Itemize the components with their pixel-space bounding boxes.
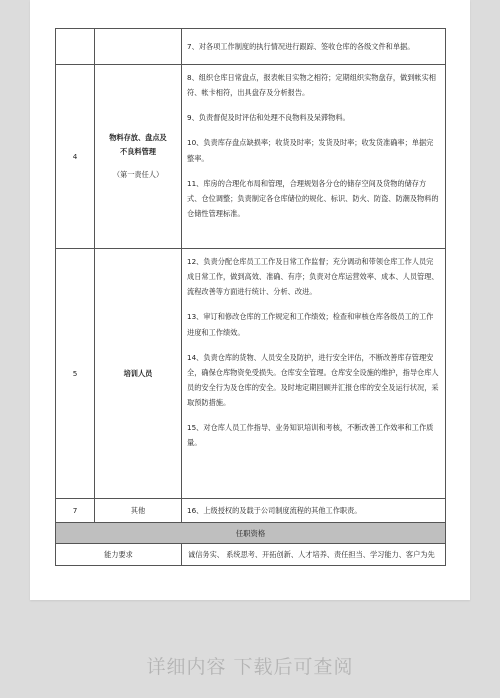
row-category [95,65,182,249]
duty-item: 13、审订和修改仓库的工作规定和工作绩效；检查和审核仓库各级员工的工作进度和工作绩效。 [187,312,434,337]
ability-value: 诚信务实、 系统思考、开拓创新、人才培养、责任担当、学习能力、客户为先 [182,544,446,566]
document-page [30,0,470,600]
row-description [182,499,446,523]
category-title: 培训人员 [123,368,153,378]
table-row [56,499,446,523]
ability-row [56,544,446,566]
section-header-row [56,523,446,544]
footer-watermark-text: 详细内容 下载后可查阅 [146,656,354,678]
row-description [182,29,446,65]
table-row [56,65,446,249]
row-category [95,249,182,499]
duty-item: 16、上级授权的及载于公司制度流程的其他工作职责。 [187,505,362,515]
duty-item: 7、对各项工作制度的执行情况进行跟踪、签收仓库的各级文件和单据。 [187,41,415,51]
duty-item: 11、库房的合理化布局和管理，合理规划各分仓的储存空间及货物的储存方式、仓位调整；负责制定各仓库储位的规化、标识、防火、防盗、防潮及物料的仓储性管理标准。 [187,178,439,218]
section-header: 任职资格 [56,523,446,544]
row-number [56,29,95,65]
duty-item: 14、负责仓库的货物、人员安全及防护，进行安全评估，不断改善库存管理安全，确保仓库物资免受损失。仓库安全管理。仓库安全设施的维护，指导仓库人员的安全行为及仓库的安全。及时地定期回顾并汇报仓库的安全及运行状况，采取预防措施。 [187,352,439,407]
duty-item: 8、组织仓库日常盘点，报表帐目实物之相符；定期组织实物盘存，做到帐实相符、帐卡相符，出具盘存及分析报告。 [187,73,436,98]
duty-item: 12、负责分配仓库员工工作及日常工作监督；充分调动和带领仓库工作人员完成日常工作，做到高效、准确、有序；负责对仓库运营效率、成本、人员管理、流程改善等方面进行统计、分析、改进。 [187,257,439,297]
row-description [182,65,446,249]
duty-item: 15、对仓库人员工作指导、业务知识培训和考核，不断改善工作效率和工作质量。 [187,423,434,448]
row-number: 7 [56,499,95,523]
table-row [56,249,446,499]
duty-table [55,28,446,566]
duty-item: 9、负责督促及时评估和处理不良物料及呆滞物料。 [187,113,350,123]
ability-label: 能力要求 [56,544,182,566]
category-subtitle: （第一责任人） [112,170,164,180]
row-description [182,249,446,499]
duty-item: 10、负责库存盘点缺损率；收货及时率；发货及时率；收发货准确率；单据完整率。 [187,138,434,163]
category-title: 其他 [130,505,146,515]
row-category [95,499,182,523]
category-title: 物料存放、盘点及不良料管理 [109,132,167,156]
table-row [56,29,446,65]
row-number: 5 [56,249,95,499]
row-category [95,29,182,65]
row-number: 4 [56,65,95,249]
